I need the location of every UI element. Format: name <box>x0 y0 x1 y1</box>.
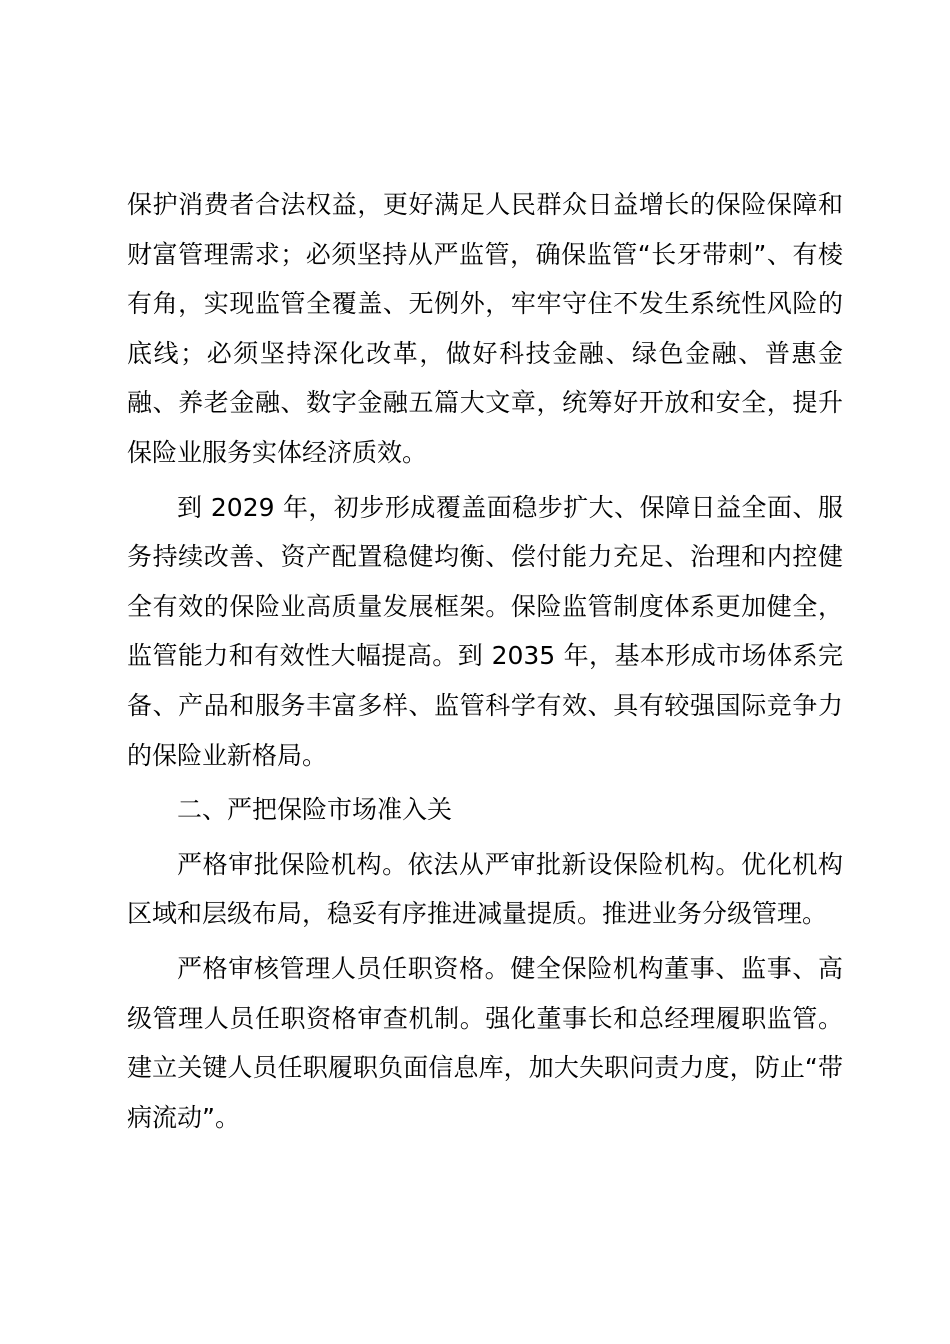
section-heading: 二、严把保险市场准入关 <box>177 795 453 825</box>
document-body <box>127 180 843 1142</box>
paragraph-institution-approval: 严格审批保险机构。依法从严审批新设保险机构。优化机构区域和层级布局，稳妥有序推进减量提质。推进业务分级管理。 <box>127 849 843 929</box>
paragraph-qualification-review: 严格审核管理人员任职资格。健全保险机构董事、监事、高级管理人员任职资格审查机制。强化董事长和总经理履职监管。建立关键人员任职履职负面信息库，加大失职问责力度，防止“带病流动”。 <box>127 953 843 1132</box>
paragraph-goals: 到 2029 年，初步形成覆盖面稳步扩大、保障日益全面、服务持续改善、资产配置稳健均衡、偿付能力充足、治理和内控健全有效的保险业高质量发展框架。保险监管制度体系更加健全，监管能力和有效性大幅提高。到 2035 年，基本形成市场体系完备、产品和服务丰富多样、监管科学有效、具有较强国际竞争力的保险业新格局。 <box>127 492 843 770</box>
paragraph-continuation: 保护消费者合法权益，更好满足人民群众日益增长的保险保障和财富管理需求；必须坚持从严监管，确保监管“长牙带刺”、有棱有角，实现监管全覆盖、无例外，牢牢守住不发生系统性风险的底线；必须坚持深化改革，做好科技金融、绿色金融、普惠金融、养老金融、数字金融五篇大文章，统筹好开放和安全，提升保险业服务实体经济质效。 <box>127 190 843 467</box>
